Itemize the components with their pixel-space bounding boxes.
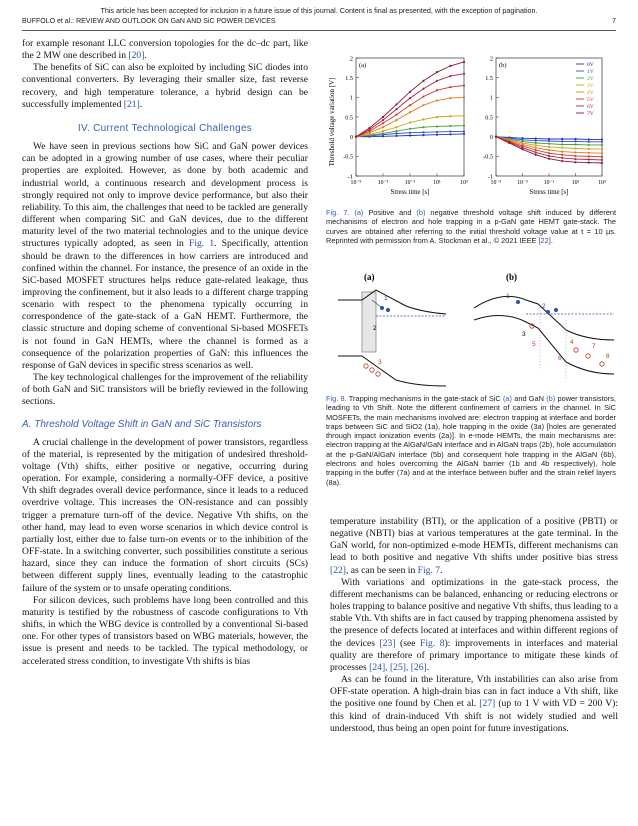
data-point [395, 114, 397, 116]
hole-marker [376, 372, 380, 376]
data-point [436, 71, 438, 73]
fig8-caption-b[interactable]: (b) [546, 394, 556, 403]
header-rule [22, 30, 616, 31]
electron-marker [386, 308, 390, 312]
mechanism-5: 5 [532, 341, 536, 348]
data-point [382, 122, 384, 124]
data-point [548, 143, 550, 145]
paragraph: temperature instability (BTI), or the application of a positive (PBTI) or negative (NBTI) bias at various temperatures at the gate terminal. In the GaN world, for non-optimized e-mode HEMTs, different mechanisms can lead to both positive and negative Vth shifts under positive bias stress [22], as can be seen in Fig. 7. [330, 516, 618, 576]
figure-link[interactable]: Fig. 8 [420, 637, 445, 649]
mechanism-8: 8 [606, 353, 610, 360]
fig7-caption: Fig. 7. (a) Positive and (b) negative threshold voltage shift induced by different mechanisms of electron and hole trapping in a p-GaN gate HEMT gate-stack. The curves are obtained after referring to the initial threshold voltage value at t = 10 μs. Reprinted with permission from A. Stockman et al., © 2021 IEEE [22]. [326, 208, 616, 245]
fig7-caption-b[interactable]: (b) [416, 208, 426, 217]
series-line-7V [356, 62, 464, 137]
oxide-layer [362, 292, 376, 352]
fig7-ylabel: Threshold voltage variation [V] [328, 77, 336, 167]
data-point [588, 162, 590, 164]
data-point [395, 103, 397, 105]
citation-link[interactable]: [20] [128, 50, 145, 62]
citation-link[interactable]: [21] [123, 98, 140, 110]
data-point [382, 132, 384, 134]
data-point [601, 152, 603, 154]
data-point [449, 86, 451, 88]
data-point [395, 126, 397, 128]
data-point [409, 91, 411, 93]
x-tick-label: 10⁻³ [517, 180, 528, 186]
data-point [548, 140, 550, 142]
data-point [561, 140, 563, 142]
citation-link[interactable]: [23] [379, 637, 396, 649]
data-point [463, 96, 465, 98]
data-point [436, 125, 438, 127]
data-point [588, 155, 590, 157]
data-point [601, 159, 603, 161]
left-column [22, 38, 308, 668]
electron-marker [546, 310, 550, 314]
data-point [395, 108, 397, 110]
data-point [588, 138, 590, 140]
running-title: BUFFOLO et al.: REVIEW AND OUTLOOK ON GaN AND SiC POWER DEVICES [22, 18, 276, 25]
citation-link[interactable]: [22] [330, 564, 346, 576]
hole-marker [600, 362, 604, 366]
hole-marker [586, 354, 590, 358]
data-point [449, 75, 451, 77]
data-point [409, 111, 411, 113]
data-point [535, 154, 537, 156]
data-point [521, 148, 523, 150]
data-point [495, 136, 497, 138]
panel-label: (b) [499, 62, 507, 69]
mechanism-4: 4 [570, 339, 574, 346]
fig7-chart [326, 50, 618, 200]
data-point [368, 127, 370, 129]
data-point [561, 154, 563, 156]
mechanism-3: 3 [522, 331, 526, 338]
figure-link[interactable]: Fig. 7 [417, 564, 441, 576]
legend-entry: 5V [587, 97, 594, 104]
x-tick-label: 10⁻⁵ [490, 180, 502, 186]
data-point [574, 161, 576, 163]
data-point [463, 125, 465, 127]
x-tick-label: 10⁻⁵ [350, 180, 362, 186]
y-tick-label: 2 [489, 55, 493, 63]
legend-entry: 0V [587, 62, 594, 69]
data-point [548, 149, 550, 151]
fig8-label-b: (b) [506, 272, 517, 282]
data-point [601, 141, 603, 143]
legend-entry: 1V [587, 69, 594, 76]
y-tick-label: 1.5 [485, 75, 493, 83]
panel-label: (a) [359, 62, 367, 69]
data-point [422, 126, 424, 128]
mechanism-1: 1 [384, 295, 388, 302]
legend-entry: 7V [587, 111, 594, 118]
mechanism-3: 3 [378, 359, 382, 366]
data-point [449, 65, 451, 67]
y-tick-label: 2 [349, 55, 353, 63]
paragraph: For silicon devices, such problems have long been controlled and this maturity is testified by the robustness of cascode configurations to Vth shifts, in which the WBG device is controlled by a conventional Si-based one. For other types of transistors based on WBG materials, however, the issue is present and needs to be tackled. The typical methodology, or accelerated stress condition, to investigate Vth shifts is bias [22, 594, 308, 667]
legend-entry: 6V [587, 104, 594, 111]
y-tick-label: -0.5 [483, 153, 493, 161]
data-point [422, 80, 424, 82]
y-tick-label: 1 [349, 94, 353, 102]
y-tick-label: 0 [349, 134, 353, 142]
running-header [22, 18, 616, 29]
data-point [601, 144, 603, 146]
data-point [422, 104, 424, 106]
data-point [422, 95, 424, 97]
citation-link[interactable]: [22] [538, 235, 551, 245]
data-point [395, 130, 397, 132]
series-line-4V [356, 97, 464, 136]
data-point [382, 119, 384, 121]
valence-band [338, 356, 446, 386]
x-axis-label: Stress time [s] [390, 189, 430, 196]
legend-entry: 3V [587, 83, 594, 90]
data-point [535, 142, 537, 144]
data-point [535, 144, 537, 146]
data-point [422, 118, 424, 120]
data-point [382, 116, 384, 118]
data-point [463, 84, 465, 86]
data-point [561, 147, 563, 149]
data-point [463, 130, 465, 132]
data-point [535, 140, 537, 142]
mechanism-1: 1 [506, 293, 510, 300]
data-point [548, 158, 550, 160]
data-point [422, 134, 424, 136]
data-point [422, 88, 424, 90]
data-point [449, 130, 451, 132]
data-point [561, 138, 563, 140]
data-point [422, 131, 424, 133]
data-point [355, 136, 357, 138]
data-point [463, 115, 465, 117]
data-point [409, 104, 411, 106]
x-tick-label: 10⁻¹ [404, 180, 416, 186]
data-point [436, 134, 438, 136]
data-point [588, 152, 590, 154]
fig8-label-a: (a) [364, 272, 375, 282]
data-point [574, 143, 576, 145]
data-point [463, 61, 465, 63]
data-point [561, 160, 563, 162]
data-point [588, 144, 590, 146]
data-point [574, 138, 576, 140]
paragraph: The key technological challenges for the improvement of the reliability of both GaN and SiC transistors will be briefly reviewed in the following sections. [22, 372, 308, 408]
data-point [548, 152, 550, 154]
citation-link[interactable]: [24], [25], [26] [369, 661, 427, 673]
electron-marker [516, 300, 520, 304]
y-tick-label: -1 [347, 173, 353, 181]
data-point [409, 134, 411, 136]
x-tick-label: 10⁻³ [377, 180, 389, 186]
data-point [436, 99, 438, 101]
paragraph: A crucial challenge in the development of power transistors, regardless of the material, is represented by the mitigation of undesired threshold-voltage (Vth) shifts, either positive or negative, occurring during operation. For example, considering a normally-OFF device, a positive Vth shift degrades overall device performance, since it leads to a reduced overdrive voltage. This increases the ON-resistance and can possibly trigger a premature turn-off of the device. Negative Vth shifts, on the other hand, may lead to even worse scenarios in which device control is partially lost, either due to false turn-on events or to the inhibition of the OFF-state. In a switching converter, such possibilities constitute a serious hazard, since they can induce the formation of short circuits (SCs) between different supply lines, eventually leading to the catastrophic failure of the system or to unsafe operating conditions. [22, 436, 308, 594]
data-point [395, 119, 397, 121]
acceptance-notice: This article has been accepted for inclusion in a future issue of this journal. Content is final as presented, with the exception of pagination. [100, 6, 538, 15]
paragraph: The benefits of SiC can also be exploited by including SiC diodes into conventional converters. By leveraging their smaller size, fast reverse recovery, and high temperature tolerance, a hybrid design can be successfully implemented [21]. [22, 62, 308, 110]
hole-marker [370, 368, 374, 372]
legend-entry: 2V [587, 76, 594, 83]
hole-marker [364, 364, 368, 368]
data-point [395, 132, 397, 134]
data-point [561, 143, 563, 145]
figure-link[interactable]: Fig. 1 [189, 238, 215, 250]
data-point [548, 155, 550, 157]
mechanism-2: 2 [542, 303, 546, 310]
citation-link[interactable]: [27] [479, 698, 496, 710]
fig8-illustration [326, 270, 618, 388]
data-point [449, 133, 451, 135]
paragraph: We have seen in previous sections how SiC and GaN power devices can be adopted in a growing number of use cases, where their peculiar properties are exploited. However, as done by both academic and industrial world, a continuous research and development process is strongly required not only to improve device performance, but also their reliability. To this aim, the challenges that need to be tackled are generally different when comparing SiC and GaN devices, due to the different maturity level of the two material technologies and to the unique device structures typically adopted, as seen in Fig. 1. Specifically, attention should be drawn to the differences in how carriers are introduced and confined within the channel. For instance, the presence of an oxide in the SiC-based MOSFET structures helps reduce gate-related leakage, thus improving the confinement, but it also leads to a different charge trapping scenario with respect to the phenomena typically occurring in correspondence of the gate-stack of a GaN HEMT. Furthermore, the classic structure and doping scheme of conventional Si-based MOSFETs is not found in GaN HEMTs, where the channel is formed as a consequence of the polarization properties of GaN: this influences the response of GaN devices in specific stress scenarios as well. [22, 141, 308, 371]
right-column [330, 516, 618, 735]
mechanism-6: 6 [558, 355, 562, 362]
data-point [409, 128, 411, 130]
subsection-heading: A. Threshold Voltage Shift in GaN and SiC Transistors [22, 418, 262, 430]
conduction-band [338, 290, 446, 314]
x-tick-label: 10³ [598, 180, 606, 186]
data-point [588, 158, 590, 160]
hole-marker [574, 348, 578, 352]
legend-entry: 4V [587, 90, 594, 97]
data-point [463, 73, 465, 75]
data-point [535, 138, 537, 140]
data-point [382, 130, 384, 132]
data-point [449, 125, 451, 127]
y-tick-label: 1 [489, 94, 493, 102]
data-point [436, 131, 438, 133]
plot-frame [356, 58, 464, 176]
data-point [561, 157, 563, 159]
data-point [436, 89, 438, 91]
fig8-caption-a[interactable]: (a) [502, 394, 513, 403]
electron-marker [554, 308, 558, 312]
x-tick-label: 10⁻¹ [543, 180, 555, 186]
y-tick-label: -1 [487, 173, 493, 181]
x-tick-label: 10³ [460, 180, 468, 186]
data-point [601, 162, 603, 164]
y-tick-label: -0.5 [343, 153, 353, 161]
data-point [601, 156, 603, 158]
mechanism-7: 7 [592, 343, 596, 350]
data-point [574, 147, 576, 149]
paragraph: As can be found in the literature, Vth instabilities can also arise from OFF-state operation. A high-drain bias can in fact induce a Vth shift, like the positive one found by Chen et al. [27] (up to 1 V with VD = 200 V): this kind of drain-induced Vth shift is not widely studied and well understood, thus being an open point for future investigations. [330, 674, 618, 734]
fig7-panels [343, 55, 606, 196]
data-point [548, 138, 550, 140]
data-point [548, 146, 550, 148]
section-heading: IV. Current Technological Challenges [77, 122, 253, 134]
y-tick-label: 0 [489, 134, 493, 142]
data-point [574, 155, 576, 157]
data-point [535, 151, 537, 153]
data-point [535, 147, 537, 149]
data-point [601, 148, 603, 150]
data-point [588, 148, 590, 150]
data-point [574, 140, 576, 142]
data-point [574, 151, 576, 153]
data-point [382, 126, 384, 128]
y-tick-label: 0.5 [345, 114, 353, 122]
data-point [463, 133, 465, 135]
data-point [436, 80, 438, 82]
data-point [535, 149, 537, 151]
paragraph: for example resonant LLC conversion topologies for the dc–dc part, like the 2 MW one described in [20]. [22, 38, 308, 62]
y-tick-label: 0.5 [485, 114, 493, 122]
mechanism-2: 2 [373, 325, 377, 332]
fig8-panel-b [474, 293, 614, 380]
data-point [588, 141, 590, 143]
data-point [561, 151, 563, 153]
paragraph: With variations and optimizations in the gate-stack process, the different mechanisms can be balanced, enhancing or reducing electrons or holes trapping to balance positive and negative Vth shifts, thus leading to a stable Vth. Vth shifts are in fact caused by trapping phenomena assisted by the presence of defects located at interfaces and within different regions of the devices [23] (see Fig. 8): improvements in interfaces and material quality are therefore of primary importance to mitigate these kinds of processes [24], [25], [26]. [330, 576, 618, 673]
fig7-caption-a[interactable]: (a) [354, 208, 364, 217]
page-number: 7 [612, 18, 616, 25]
data-point [436, 116, 438, 118]
data-point [449, 97, 451, 99]
data-point [409, 121, 411, 123]
data-point [409, 97, 411, 99]
y-tick-label: 1.5 [345, 75, 353, 83]
data-point [395, 135, 397, 137]
data-point [508, 142, 510, 144]
data-point [574, 158, 576, 160]
data-point [601, 138, 603, 140]
data-point [409, 132, 411, 134]
x-tick-label: 10¹ [433, 180, 441, 186]
fig8-panel-a [338, 290, 446, 386]
fig8-caption: Fig. 8. Trapping mechanisms in the gate-stack of SiC (a) and GaN (b) power transistors, leading to Vth Shift. Note the different confinement of carriers in the channel. In SiC MOSFETs, the main mechanisms involved are: electron trapping at interface and border traps between SiC and SiO2 (1a), hole trapping in the oxide (3a) [holes are generated through impact ionization events (2a)]. In e-mode HEMTs, the main mechanisms are: electron trapping at the AlGaN/GaN interface and in AlGaN traps (2b), hole accumulation at the p-GaN/AlGaN interface (5b) and consequent hole trapping in the AlGaN (6b), electrons and holes overcoming the AlGaN barrier (1b and 4b respectively), hole trapping in the buffer (7a) and at the interface between buffer and the strain relief layers (8a). [326, 394, 616, 487]
data-point [449, 115, 451, 117]
x-tick-label: 10¹ [571, 180, 580, 186]
x-axis-label: Stress time [s] [529, 189, 569, 196]
